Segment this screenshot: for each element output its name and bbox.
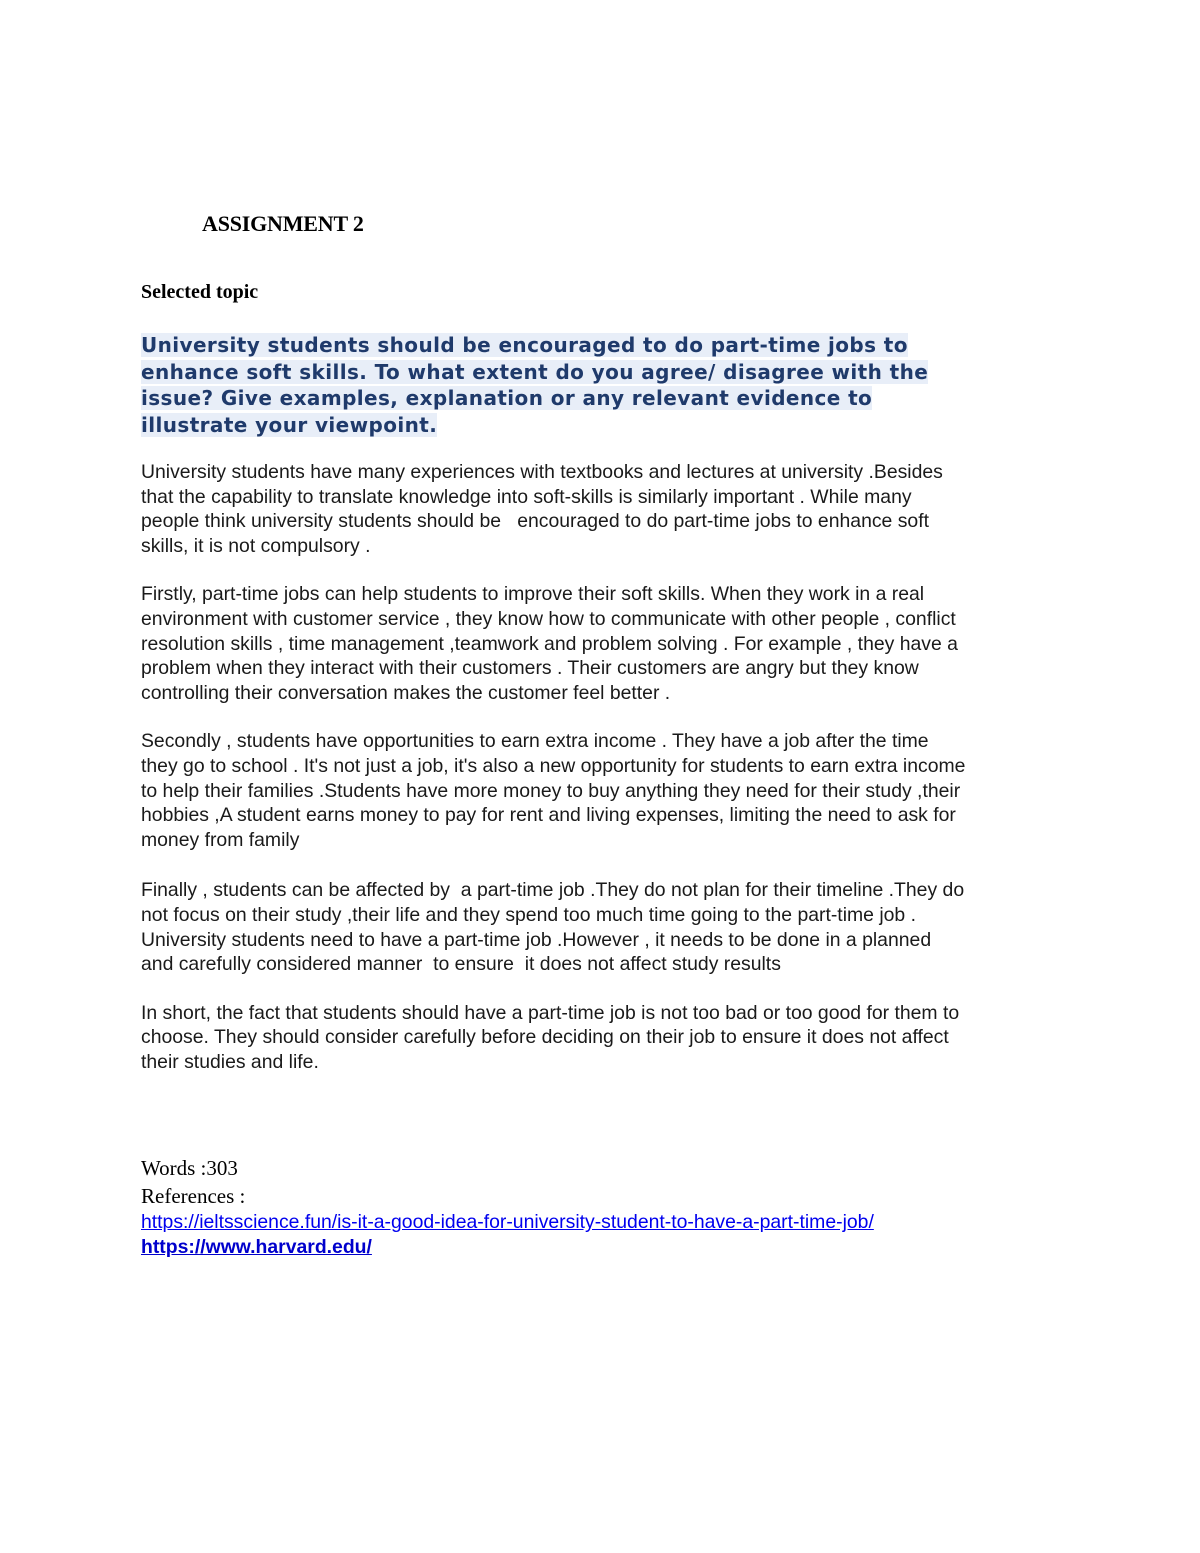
word-count: Words :303 bbox=[141, 1156, 238, 1181]
reference-link-harvard[interactable]: https://www.harvard.edu/ bbox=[141, 1236, 372, 1259]
text-line: resolution skills , time management ,teamwork and problem solving . For example , they have a bbox=[141, 632, 958, 655]
text-line: Finally , students can be affected by a part-time job .They do not plan for their timeline .They do bbox=[141, 879, 965, 902]
text-line: people think university students should be encouraged to do part-time jobs to enhance soft bbox=[141, 510, 929, 533]
paragraph-finally bbox=[141, 878, 1076, 976]
topic-line: University students should be encouraged to do part-time jobs to bbox=[141, 333, 908, 357]
text-line: hobbies ,A student earns money to pay for rent and living expenses, limiting the need to ask for bbox=[141, 804, 956, 827]
text-line: they go to school . It's not just a job, it's also a new opportunity for students to earn extra income bbox=[141, 754, 966, 777]
text-line: University students have many experiences with textbooks and lectures at university .Besides bbox=[141, 461, 943, 483]
text-line: and carefully considered manner to ensure it does not affect study results bbox=[141, 953, 781, 976]
paragraph-firstly bbox=[141, 582, 1076, 705]
text-line: skills, it is not compulsory . bbox=[141, 534, 371, 557]
paragraph-conclusion bbox=[141, 1001, 1076, 1075]
text-line: Firstly, part-time jobs can help students to improve their soft skills. When they work in a real bbox=[141, 583, 925, 606]
text-line: University students need to have a part-time job .However , it needs to be done in a planned bbox=[141, 928, 932, 951]
topic-line: issue? Give examples, explanation or any relevant evidence to bbox=[141, 386, 873, 410]
text-line: money from family bbox=[141, 828, 300, 851]
reference-link-ieltsscience[interactable]: https://ieltsscience.fun/is-it-a-good-idea-for-university-student-to-have-a-part-time-job/ bbox=[141, 1211, 874, 1234]
text-line: problem when they interact with their customers . Their customers are angry but they know bbox=[141, 657, 919, 680]
document-footer bbox=[141, 1154, 1076, 1260]
topic-line: illustrate your viewpoint. bbox=[141, 412, 438, 437]
text-line: In short, the fact that students should have a part-time job is not too bad or too good for them to bbox=[141, 1001, 960, 1024]
text-line: Secondly , students have opportunities to earn extra income . They have a job after the time bbox=[141, 730, 929, 753]
text-line: not focus on their study ,their life and they spend too much time going to the part-time job . bbox=[141, 903, 916, 926]
paragraph-secondly bbox=[141, 729, 1076, 852]
topic-line: enhance soft skills. To what extent do you agree/ disagree with the bbox=[141, 359, 929, 384]
text-line: controlling their conversation makes the customer feel better . bbox=[141, 681, 671, 704]
text-line: to help their families .Students have more money to buy anything they need for their study ,their bbox=[141, 779, 961, 802]
topic-statement bbox=[141, 332, 1076, 438]
text-line: their studies and life. bbox=[141, 1050, 319, 1073]
topic-label: Selected topic bbox=[141, 281, 259, 303]
text-line: environment with customer service , they know how to communicate with other people , conflict bbox=[141, 607, 956, 630]
document-content bbox=[141, 208, 1076, 1260]
paragraph-introduction bbox=[141, 460, 1076, 558]
references-label: References : bbox=[141, 1184, 246, 1209]
text-line: choose. They should consider carefully before deciding on their job to ensure it does not affect bbox=[141, 1026, 949, 1049]
document-title: ASSIGNMENT 2 bbox=[202, 211, 364, 236]
text-line: that the capability to translate knowledge into soft-skills is similarly important . While many bbox=[141, 485, 912, 508]
